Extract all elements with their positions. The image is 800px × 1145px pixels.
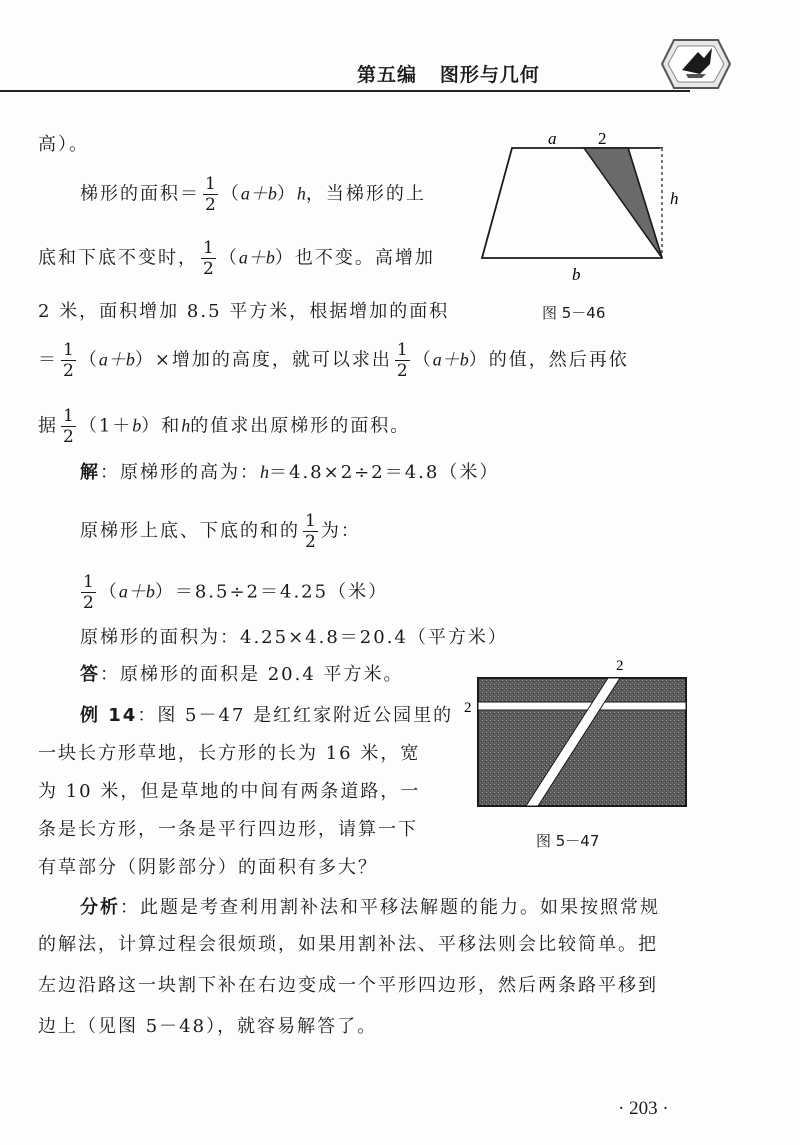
fraction-half — [395, 340, 410, 381]
fraction-numerator: 1 — [396, 340, 408, 360]
text-span: ）×增加的高度，就可以求出 — [134, 349, 392, 371]
fraction-denominator: 2 — [63, 361, 74, 381]
text-span: （ — [220, 183, 241, 205]
answer-line — [80, 661, 404, 689]
text-span: ：原梯形的面积是 20.4 平方米。 — [100, 664, 404, 685]
text-line-5 — [38, 340, 629, 381]
math-expr: a＋b — [432, 349, 469, 370]
fraction-denominator: 2 — [305, 532, 316, 552]
text-span: ＝4.8×2÷2＝4.8（米） — [269, 462, 500, 483]
text-span: ＝ — [38, 349, 58, 371]
example-label: 例 14 — [80, 705, 138, 726]
text-span: 原梯形上底、下底的和的 — [80, 520, 300, 542]
math-expr: a＋b — [240, 183, 277, 204]
analysis-line-4: 边上（见图 5－48），就容易解答了。 — [38, 1016, 378, 1037]
text-span: 为： — [320, 520, 361, 542]
text-span: ）＝8.5÷2＝4.25（米） — [154, 581, 389, 603]
fraction-half — [201, 238, 216, 279]
text-span: （ — [98, 581, 119, 603]
text-line-1: 高）。 — [38, 134, 89, 155]
analysis-line-2: 的解法，计算过程会很烦琐，如果用割补法、平移法则会比较简单。把 — [38, 934, 658, 955]
fraction-numerator: 1 — [83, 572, 94, 592]
figure-5-46-caption: 图 5－46 — [542, 304, 606, 322]
math-var: h — [260, 462, 269, 482]
math-expr: a＋b — [118, 581, 155, 602]
text-line-3 — [38, 238, 435, 279]
text-span: ：原梯形的高为： — [100, 462, 260, 483]
text-span: ）和 — [141, 415, 182, 437]
label-a: a — [548, 129, 557, 148]
fraction-half — [303, 511, 318, 552]
fraction-numerator: 1 — [63, 340, 74, 360]
text-span: ：图 5－47 是红红家附近公园里的 — [137, 705, 454, 726]
label-road-width-left: 2 — [464, 700, 472, 716]
fraction-numerator: 1 — [203, 238, 214, 258]
page-header — [357, 60, 540, 87]
label-road-width-top: 2 — [616, 658, 624, 674]
text-span: ，当梯形的上 — [305, 183, 426, 205]
label-b: b — [572, 265, 581, 284]
example-line-5: 有草部分（阴影部分）的面积有多大？ — [38, 857, 378, 878]
math-var: h — [296, 183, 306, 204]
text-line-2 — [80, 174, 426, 215]
math-expr: a＋b — [238, 247, 275, 268]
text-span: ：此题是考查利用割补法和平移法解题的能力。如果按照常规 — [120, 897, 660, 918]
example-line-4: 条是长方形，一条是平行四边形，请算一下 — [38, 819, 418, 840]
fraction-numerator: 1 — [205, 174, 216, 194]
text-span: ）的值，然后再依 — [468, 349, 629, 371]
fraction-half — [203, 174, 218, 215]
header-section: 第五编 — [357, 64, 418, 86]
text-span: 据 — [38, 415, 58, 437]
header-logo — [660, 34, 732, 94]
analysis-line-1 — [80, 894, 660, 922]
page-number: · 203 · — [618, 1098, 669, 1119]
solution-line-2 — [80, 511, 361, 552]
header-chapter: 图形与几何 — [439, 64, 540, 86]
figure-5-46-trapezoid — [470, 122, 700, 287]
math-var: b — [132, 415, 142, 436]
figure-5-47-caption: 图 5－47 — [536, 832, 600, 850]
fraction-numerator: 1 — [63, 406, 74, 426]
fraction-denominator: 2 — [63, 427, 74, 447]
fraction-numerator: 1 — [305, 511, 316, 531]
answer-label: 答 — [80, 664, 100, 685]
analysis-label: 分析 — [80, 897, 120, 918]
fraction-half — [81, 572, 96, 613]
text-line-4: 2 米，面积增加 8.5 平方米，根据增加的面积 — [38, 301, 450, 322]
example-line-2: 一块长方形草地，长方形的长为 16 米，宽 — [38, 743, 421, 764]
fraction-denominator: 2 — [396, 361, 408, 381]
math-var: h — [181, 415, 191, 436]
text-span: （ — [218, 247, 239, 269]
fraction-half — [61, 340, 76, 381]
math-expr: a＋b — [98, 349, 135, 370]
text-span: 底和下底不变时， — [38, 247, 198, 269]
text-line-6 — [38, 406, 410, 447]
text-span: （ — [412, 349, 433, 371]
fraction-denominator: 2 — [203, 259, 214, 279]
label-h: h — [670, 189, 679, 208]
solution-line-3 — [78, 572, 388, 613]
fraction-denominator: 2 — [205, 195, 216, 215]
header-rule — [0, 90, 690, 92]
solution-label: 解 — [80, 462, 100, 483]
solution-line-4: 原梯形的面积为：4.25×4.8＝20.4（平方米） — [80, 627, 508, 648]
text-span: ） — [276, 183, 297, 205]
text-span: ）也不变。高增加 — [274, 247, 435, 269]
fraction-half — [61, 406, 76, 447]
label-2: 2 — [598, 129, 607, 148]
text-span: 梯形的面积＝ — [80, 183, 200, 205]
example-line-1 — [80, 702, 453, 730]
fraction-denominator: 2 — [83, 593, 94, 613]
text-span: （ — [78, 349, 99, 371]
text-span: 的值求出原梯形的面积。 — [190, 415, 411, 437]
text-span: （1＋ — [78, 415, 133, 437]
figure-5-47-lawn — [458, 656, 698, 812]
solution-line-1 — [80, 458, 499, 487]
example-line-3: 为 10 米，但是草地的中间有两条道路，一 — [38, 781, 421, 802]
analysis-line-3: 左边沿路这一块割下补在右边变成一个平形四边形，然后两条路平移到 — [38, 975, 658, 996]
